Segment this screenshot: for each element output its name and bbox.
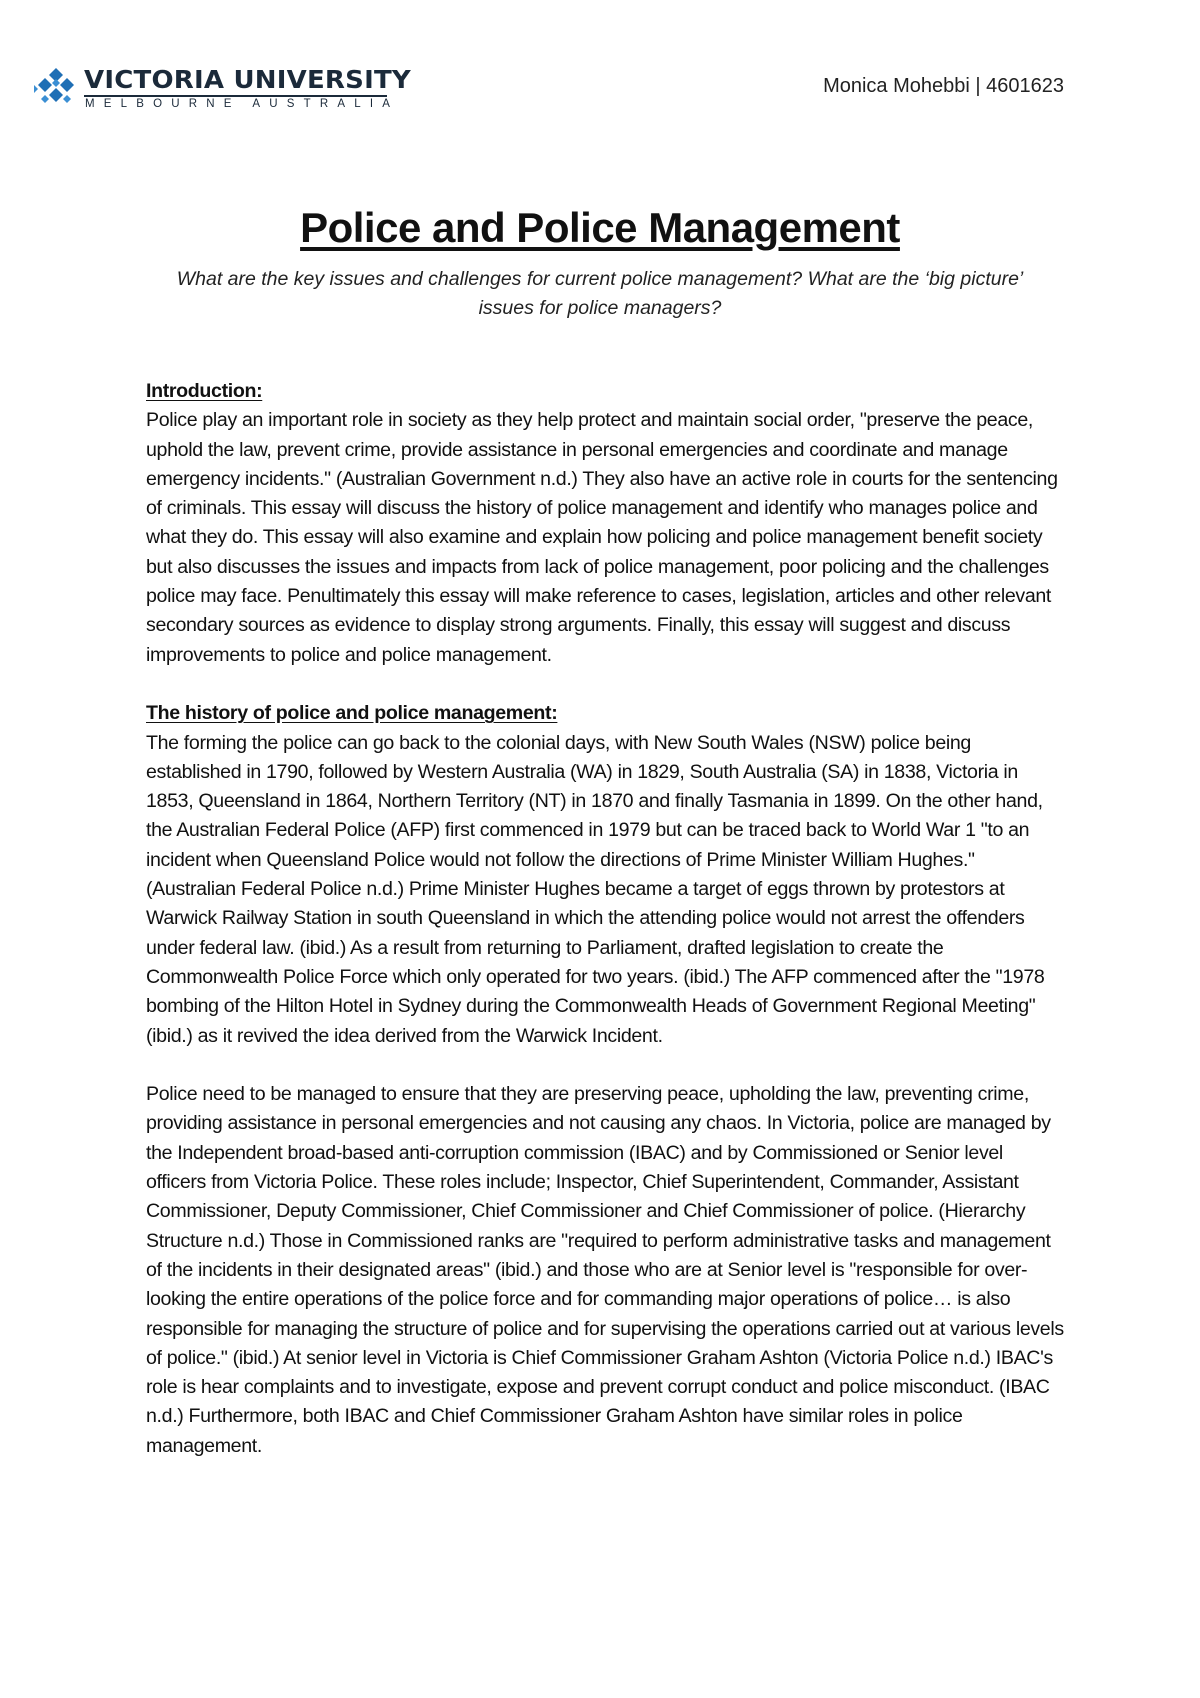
- logo-wordmark: VICTORIA UNIVERSITY: [84, 65, 411, 94]
- logo-divider: [84, 95, 387, 97]
- diamond-logo-icon: [34, 68, 78, 108]
- section-paragraph-history: The forming the police can go back to the colonial days, with New South Wales (NSW) police being established in 1790, followed by Western Australia (WA) in 1829, South Australia (SA) in 1838, Victoria in 1853, Queensland in 1864, Northern Territory (NT) in 1870 and finally Tasmania in 1899. On the other hand, the Australian Federal Police (AFP) first commenced in 1979 but can be traced back to World War 1 "to an incident when Queensland Police would not follow the directions of Prime Minister William Hughes." (Australian Federal Police n.d.) Prime Minister Hughes became a target of eggs thrown by protestors at Warwick Railway Station in south Queensland in which the attending police would not arrest the offenders under federal law. (ibid.) As a result from returning to Parliament, drafted legislation to create the Commonwealth Police Force which only operated for two years. (ibid.) The AFP commenced after the "1978 bombing of the Hilton Hotel in Sydney during the Commonwealth Heads of Government Regional Meeting" (ibid.) as it revived the idea derived from the Warwick Incident.: [146, 731, 1045, 1047]
- document-title: Police and Police Management: [300, 204, 900, 251]
- section-paragraph-management: Police need to be managed to ensure that they are preserving peace, upholding the law, preventing crime, providing assistance in personal emergencies and not causing any chaos. In Victoria, police are managed by the Independent broad-based anti-corruption commission (IBAC) and by Commissioned or Senior level officers from Victoria Police. These roles include; Inspector, Chief Superintendent, Commander, Assistant Commissioner, Deputy Commissioner, Chief Commissioner and Chief Commissioner of police. (Hierarchy Structure n.d.) Those in Commissioned ranks are "required to perform administrative tasks and management of the incidents in their designated areas" (ibid.) and those who are at Senior level is "responsible for over-looking the entire operations of the police force and for commanding major operations of police… is also responsible for managing the structure of police and for supervising the operations carried out at various levels of police." (ibid.) At senior level in Victoria is Chief Commissioner Graham Ashton (Victoria Police n.d.) IBAC's role is hear complaints and to investigate, expose and prevent corrupt conduct and police misconduct. (IBAC n.d.) Furthermore, both IBAC and Chief Commissioner Graham Ashton have similar roles in police management.: [146, 1083, 1064, 1457]
- section-heading-introduction: Introduction:: [146, 380, 263, 402]
- logo-tagline: MELBOURNE AUSTRALIA: [85, 98, 400, 110]
- paragraph-spacer: [146, 670, 1068, 699]
- section-paragraph-introduction: Police play an important role in society as they help protect and maintain social order, "preserve the peace, uphold the law, prevent crime, provide assistance in personal emergencies and coordinate and manage emergency incidents." (Australian Government n.d.) They also have an active role in courts for the sentencing of criminals. This essay will discuss the history of police management and identify who manages police and what they do. This essay will also examine and explain how policing and police management benefit society but also discusses the issues and impacts from lack of police management, poor policing and the challenges police may face. Penultimately this essay will make reference to cases, legislation, articles and other relevant secondary sources as evidence to display strong arguments. Finally, this essay will suggest and discuss improvements to police and police management.: [146, 409, 1058, 666]
- paragraph-spacer: [146, 1051, 1068, 1080]
- document-subtitle: What are the key issues and challenges for current police management? What are the ‘big picture’ issues for police managers?: [176, 268, 1024, 319]
- document-body: [146, 377, 1068, 1461]
- section-heading-history: The history of police and police management:: [146, 702, 558, 725]
- author-name-id: Monica Mohebbi | 4601623: [823, 75, 1064, 97]
- university-logo: [34, 64, 411, 112]
